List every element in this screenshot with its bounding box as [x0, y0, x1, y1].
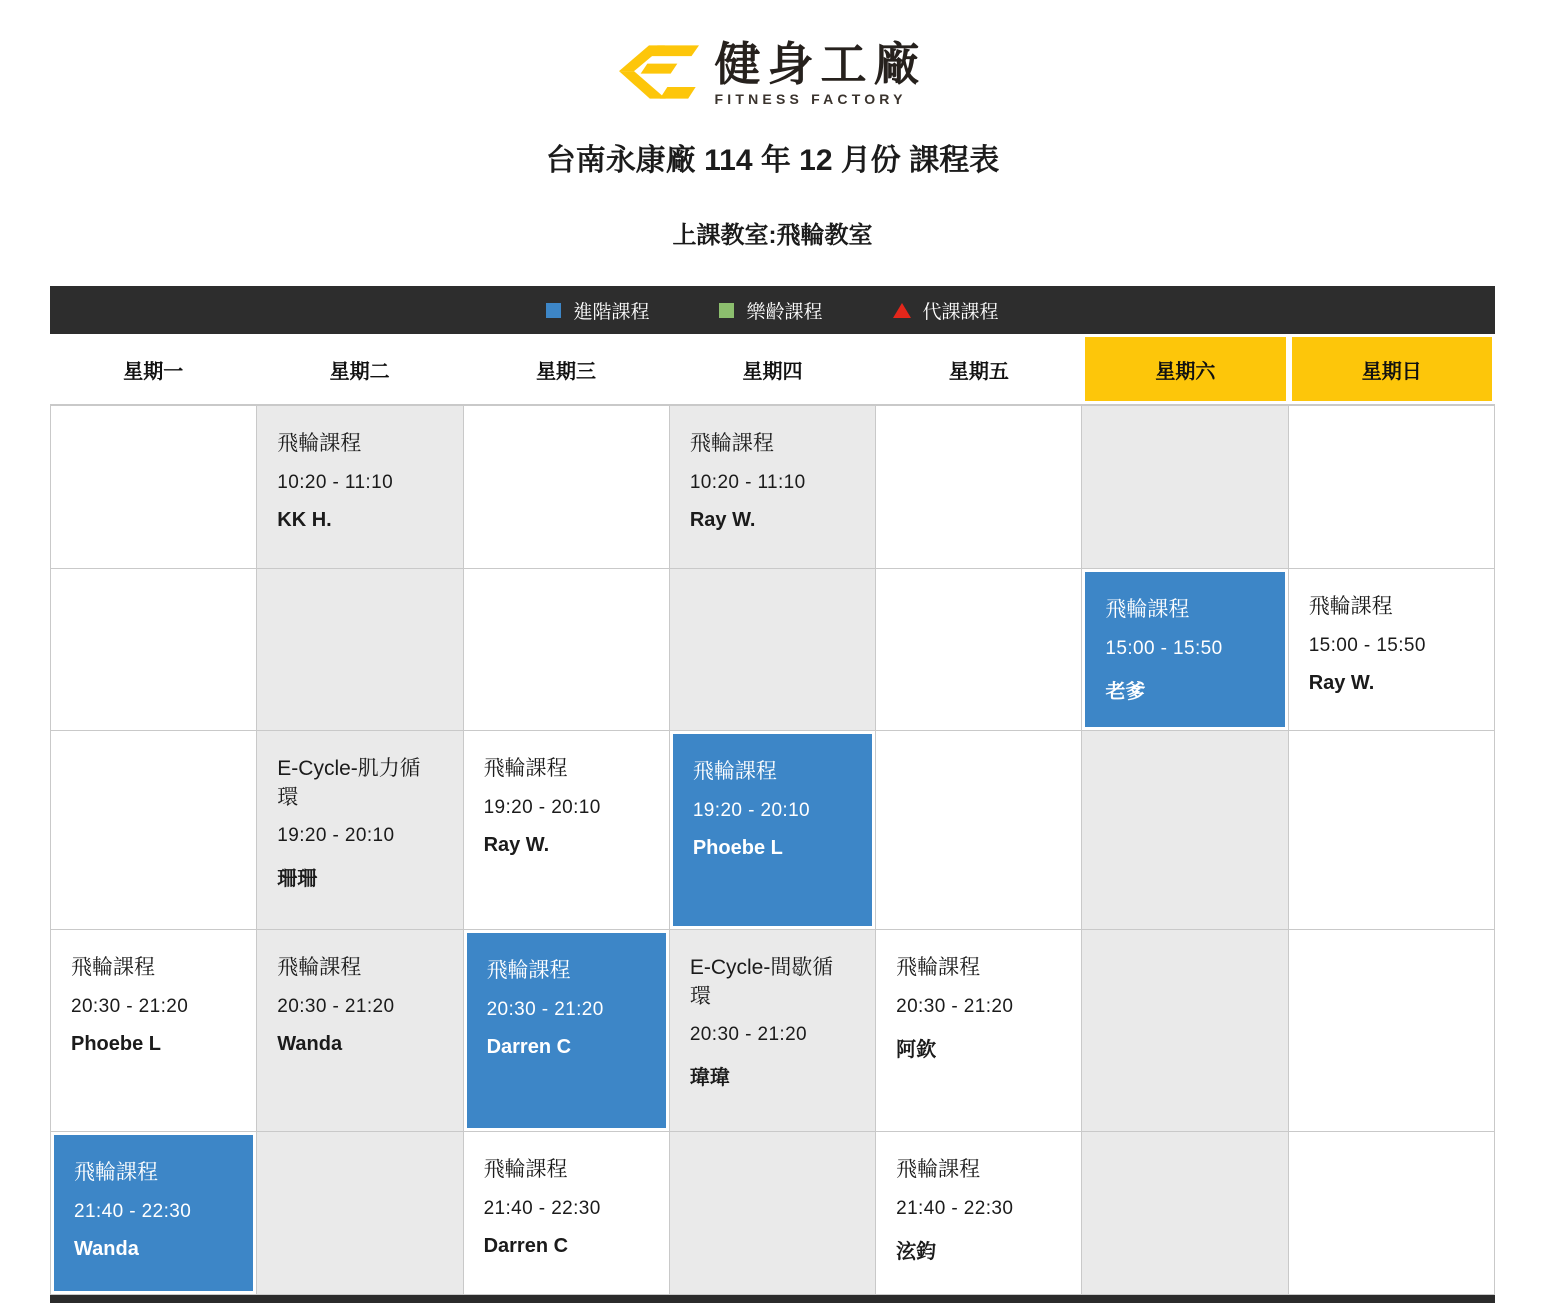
course-name: 老爹 [1105, 680, 1146, 703]
day-header-row [50, 334, 1495, 405]
course-time: 15:00 - 15:50 [1308, 634, 1426, 656]
course-title: 飛輪課程 [74, 1161, 158, 1185]
course-title: E-Cycle-間歇循環 [689, 956, 834, 1008]
course-title: E-Cycle-肌力循環 [277, 757, 421, 809]
empty-cell [257, 1132, 463, 1295]
fitness-factory-logo-icon [619, 40, 699, 104]
course-name: Ray W. [483, 833, 550, 856]
advanced-course-box [673, 734, 872, 926]
legend-label: 進階課程 [573, 301, 650, 323]
schedule-row [51, 569, 1495, 731]
day-label: 星期三 [536, 360, 597, 383]
course-time: 20:30 - 21:20 [689, 1023, 808, 1045]
course-title: 飛輪課程 [277, 432, 362, 456]
course-title: 飛輪課程 [692, 760, 777, 784]
course-cell [669, 930, 875, 1132]
course-content [876, 1132, 1081, 1263]
schedule-row [51, 1132, 1495, 1295]
empty-cell [1082, 1132, 1288, 1295]
empty-cell [1288, 930, 1494, 1132]
day-label: 星期六 [1085, 337, 1285, 401]
schedule-sheet [50, 286, 1495, 1303]
course-time: 10:20 - 11:10 [277, 471, 394, 493]
brand-name-zh: 健身工廠 [714, 38, 927, 90]
course-cell [669, 406, 875, 569]
course-title: 飛輪課程 [1308, 595, 1393, 619]
day-header-tuesday [256, 334, 462, 404]
course-cell [51, 930, 257, 1132]
course-content [54, 1135, 253, 1260]
logo [0, 40, 1545, 107]
course-cell [876, 1132, 1082, 1295]
course-cell-advanced [1082, 569, 1288, 731]
course-time: 19:20 - 20:10 [483, 796, 601, 818]
empty-cell [1288, 1132, 1494, 1295]
course-content [876, 930, 1081, 1061]
advanced-course-box [54, 1135, 253, 1291]
course-content [467, 933, 666, 1058]
empty-cell [876, 569, 1082, 731]
course-content [257, 731, 462, 891]
course-title: 飛輪課程 [689, 432, 774, 456]
course-title: 飛輪課程 [896, 1158, 981, 1182]
page-title: 台南永康廠 114 年 12 月份 課程表 [545, 144, 1000, 178]
course-title: 飛輪課程 [483, 1158, 568, 1182]
course-content [1085, 572, 1284, 703]
empty-cell [1082, 930, 1288, 1132]
course-time: 21:40 - 22:30 [74, 1200, 192, 1222]
empty-cell [1288, 406, 1494, 569]
course-content [464, 1132, 669, 1257]
brand-text [715, 40, 927, 107]
course-cell [463, 1132, 669, 1295]
schedule-row [51, 731, 1495, 930]
day-header-sunday [1289, 334, 1495, 404]
course-cell [876, 930, 1082, 1132]
advanced-course-box [1085, 572, 1284, 727]
course-time: 20:30 - 21:20 [277, 995, 395, 1017]
course-time: 15:00 - 15:50 [1105, 637, 1223, 659]
empty-cell [1082, 731, 1288, 930]
empty-cell [1288, 731, 1494, 930]
course-time: 21:40 - 22:30 [483, 1197, 601, 1219]
schedule-body [51, 406, 1495, 1295]
course-name: 瑋瑋 [689, 1066, 730, 1089]
course-title: 飛輪課程 [277, 956, 362, 980]
course-content [673, 734, 872, 859]
course-time: 19:20 - 20:10 [692, 799, 811, 821]
course-name: 泫鈞 [896, 1240, 937, 1263]
course-cell [1288, 569, 1494, 731]
empty-cell [51, 569, 257, 731]
empty-cell [669, 569, 875, 731]
course-cell [257, 930, 463, 1132]
sheet-bottom-bar [50, 1295, 1495, 1303]
course-cell [257, 731, 463, 930]
day-header-saturday [1082, 334, 1288, 404]
page-subtitle: 上課教室:飛輪教室 [672, 222, 873, 250]
course-cell-advanced [51, 1132, 257, 1295]
day-label: 星期日 [1292, 337, 1492, 401]
schedule-grid [50, 405, 1495, 1295]
legend-label: 代課課程 [922, 301, 999, 323]
course-cell [463, 731, 669, 930]
course-content [670, 406, 875, 531]
empty-cell [669, 1132, 875, 1295]
course-name: Wanda [74, 1237, 139, 1260]
advanced-course-box [467, 933, 666, 1128]
day-label: 星期四 [742, 360, 803, 383]
course-time: 20:30 - 21:20 [486, 998, 604, 1020]
legend-bar [50, 286, 1495, 334]
course-name: Phoebe L [692, 836, 783, 859]
course-name: Wanda [277, 1032, 343, 1055]
empty-cell [463, 406, 669, 569]
course-name: Darren C [483, 1234, 569, 1257]
course-title: 飛輪課程 [71, 956, 155, 980]
course-name: KK H. [277, 508, 332, 531]
course-time: 10:20 - 11:10 [689, 471, 806, 493]
course-content [51, 930, 256, 1055]
day-header-friday [876, 334, 1082, 404]
course-name: Phoebe L [71, 1032, 162, 1055]
course-time: 19:20 - 20:10 [277, 824, 395, 846]
empty-cell [876, 406, 1082, 569]
course-content [257, 930, 462, 1055]
empty-cell [51, 731, 257, 930]
course-cell-advanced [669, 731, 875, 930]
empty-cell [463, 569, 669, 731]
legend-item-senior [719, 297, 822, 324]
course-name: Ray W. [1308, 671, 1375, 694]
course-time: 20:30 - 21:20 [71, 995, 189, 1017]
day-label: 星期五 [948, 360, 1009, 383]
empty-cell [876, 731, 1082, 930]
schedule-row [51, 406, 1495, 569]
legend-label: 樂齡課程 [746, 301, 823, 323]
course-title: 飛輪課程 [896, 956, 981, 980]
course-name: Darren C [486, 1035, 572, 1058]
empty-cell [51, 406, 257, 569]
day-header-thursday [669, 334, 875, 404]
substitute-course-marker-icon [893, 303, 911, 318]
day-header-wednesday [463, 334, 669, 404]
empty-cell [257, 569, 463, 731]
course-title: 飛輪課程 [483, 757, 568, 781]
course-content [1289, 569, 1494, 694]
empty-cell [1082, 406, 1288, 569]
legend-item-advanced [546, 297, 649, 324]
course-time: 20:30 - 21:20 [896, 995, 1014, 1017]
day-header-monday [50, 334, 256, 404]
senior-course-marker-icon [719, 303, 734, 318]
course-name: 珊珊 [277, 867, 318, 890]
legend-item-substitute [893, 297, 999, 324]
course-time: 21:40 - 22:30 [896, 1197, 1014, 1219]
course-cell [257, 406, 463, 569]
advanced-course-marker-icon [546, 303, 561, 318]
course-content [670, 930, 875, 1090]
day-label: 星期一 [123, 360, 184, 383]
course-cell-advanced [463, 930, 669, 1132]
course-content [257, 406, 462, 531]
course-content [464, 731, 669, 856]
course-name: 阿欽 [896, 1038, 937, 1061]
course-name: Ray W. [689, 508, 756, 531]
day-label: 星期二 [329, 360, 390, 383]
page-header [0, 0, 1545, 250]
course-title: 飛輪課程 [1105, 598, 1190, 622]
brand-name-en: FITNESS FACTORY [714, 91, 907, 108]
course-title: 飛輪課程 [486, 959, 571, 983]
schedule-row [51, 930, 1495, 1132]
